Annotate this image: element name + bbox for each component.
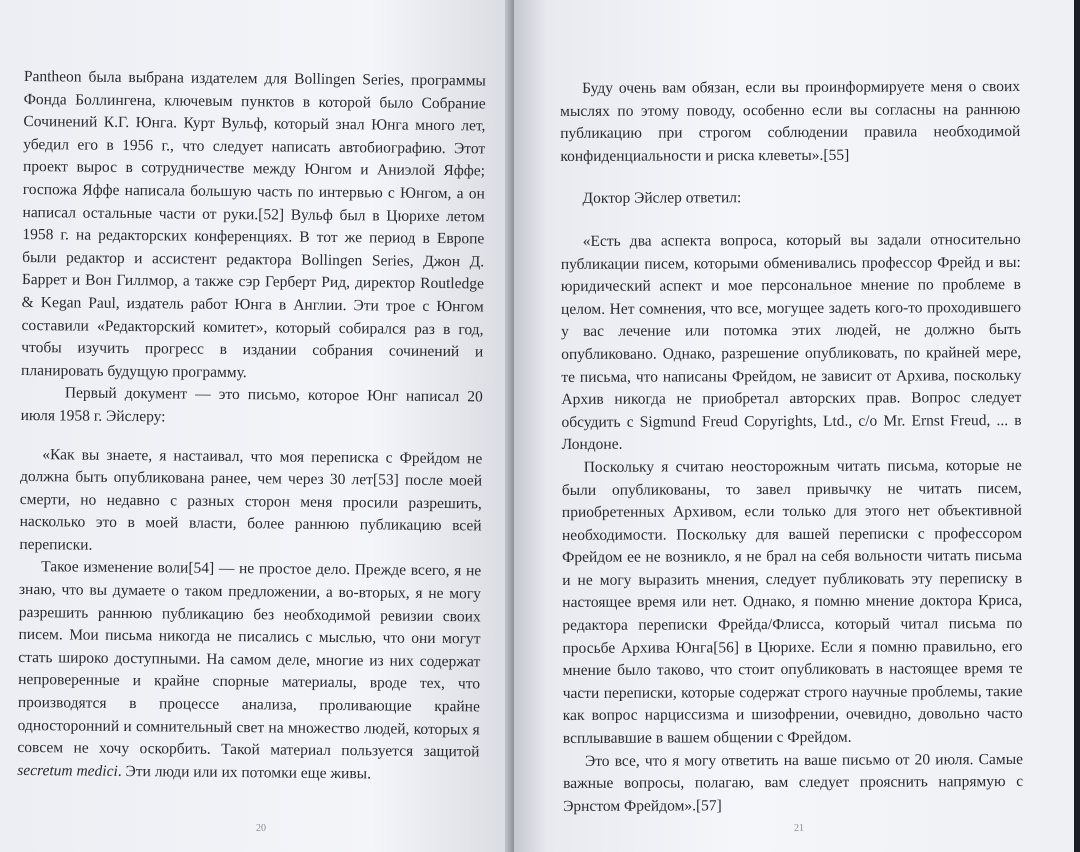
quote-paragraph: «Есть два аспекта вопроса, который вы задали относительно публикации писем, которыми обменивались профессор Фрейд и вы: юридический аспект и мое персональное мнение по проблеме в целом. Нет сомнения, что все, могущее задеть кого-то проходившего у вас лечение или потомка этих людей, не должно быть опубликовано. Однако, разрешение опубликовать, по крайней мере, те письма, что написаны Фрейдом, не зависит от Архива, поскольку Архив никогда не приобретал авторских прав. Вопрос следует обсудить с Sigmund Freud Copyrights, Ltd., c/o Mr. Ernst Freud, ... в Лондоне. (560, 230, 1022, 454)
quote-text: Такое изменение воли[54] — не простое дело. Прежде всего, я не знаю, что вы думаете о таком предложении, а во-вторых, я не могу разрешить раннюю публикацию без необходимой ревизии своих писем. Мои письма никогда не писались с мыслью, что они могут стать широко доступными. На самом деле, многие из них содержат непроверенные и крайне спорные материалы, вроде тех, что производятся в процессе анализа, проливающие крайне односторонний и сомнительный свет на множество людей, которых я совсем не хочу оскорбить. Такой материал пользуется защитой (17, 558, 482, 761)
paragraph: Первый документ — это письмо, которое Юнг написал 20 июля 1958 г. Эйслеру: (20, 384, 483, 426)
quote-paragraph: Это все, что я могу ответить на ваше письмо от 20 июля. Самые важные вопросы, полагаю, вам следует прояснить напрямую с Эрнстом Фрейдом».[57] (563, 750, 1024, 815)
quote-paragraph: «Как вы знаете, я настаивал, что моя переписка с Фрейдом не должна быть опубликована ранее, чем через 30 лет[53] после моей смерти, но недавно с разных сторон меня просили разрешить, насколько это в моей власти, более раннюю публикацию всей переписки. (19, 445, 483, 554)
quote-paragraph: Поскольку я считаю неосторожным читать письма, которые не были опубликованы, то завел привычку не читать писем, приобретенных Архивом, если только для этого нет объективной необходимости. Поскольку для вашей переписки с профессором Фрейдом ее не возникло, я не брал на себя вольности читать письма и не могу выразить мнения, следует публиковать эту переписку в настоящее время или нет. Однако, я помню мнение доктора Криса, редактора переписки Фрейда/Флисса, который читал письма по просьбе Архива Юнга[56] в Цюрихе. Если я помню правильно, его мнение было таково, что стоит опубликовать в настоящее время те части переписки, которые содержат строго научные проблемы, такие как вопрос нарциссизма и шизофрении, очевидно, довольно часто всплывавшие в вашем общении с Фрейдом. (561, 456, 1023, 748)
left-page-text (17, 66, 486, 787)
paragraph: Pantheon была выбрана издателем для Bollingen Series, программы Фонда Боллингена, ключевым пунктов в которой было Собрание Сочинений К.Г. Юнга. Курт Вульф, который знал Юнга много лет, убедил его в 1956 г., что следует написать автобиографию. Этот проект вырос в сотрудничестве между Юнгом и Аниэлой Яффе; госпожа Яффе написала большую часть по интервью с Юнгом, а он написал остальные части от руки.[52] Вульф был в Цюрихе летом 1958 г. на редакторских конференциях. В тот же период в Европе были редактор и ассистент редактора Bollingen Series, Джон Д. Баррет и Вон Гиллмор, а также сэр Герберт Рид, директор Routledge & Kegan Paul, издатель работ Юнга в Англии. Эти трое с Юнгом составили «Редакторский комитет», который собирался раз в год, чтобы изучить прогресс в издании собрания сочинений и планировать будущую программу. (20, 67, 486, 381)
right-page-text (560, 76, 1023, 818)
quote-paragraph: Буду очень вам обязан, если вы проинформируете меня о своих мыслях по этому поводу, особенно если вы согласны на раннюю публикацию при строгом соблюдении правила необходимой конфиденциальности и риска клеветы».[55] (560, 77, 1021, 165)
paragraph: Доктор Эйслер ответил: (582, 189, 742, 208)
right-page (514, 0, 1074, 852)
page-number: 20 (256, 823, 266, 834)
left-page (0, 0, 532, 852)
page-number: 21 (794, 823, 804, 834)
quote-text-end: . Эти люди или их потомки еще живы. (117, 762, 372, 783)
latin-term: secretum medici (17, 761, 118, 780)
quote-paragraph (17, 556, 481, 786)
